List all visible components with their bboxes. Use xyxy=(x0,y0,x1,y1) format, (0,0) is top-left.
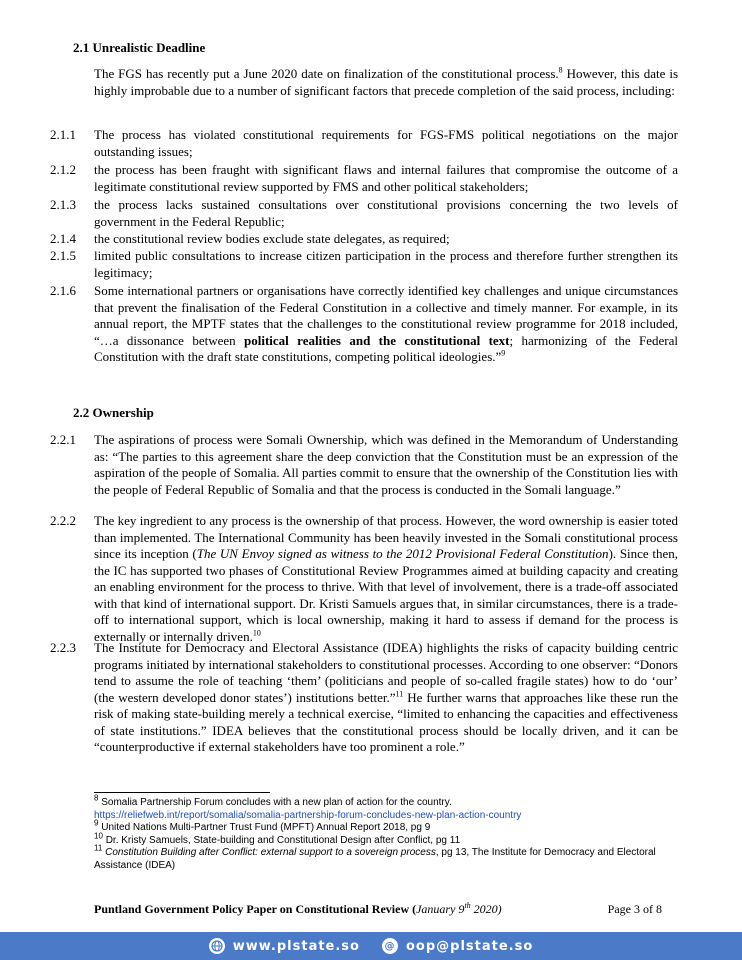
website-text: www.plstate.so xyxy=(232,938,360,954)
globe-icon xyxy=(209,938,225,954)
section-heading: 2.2 Ownership xyxy=(73,405,154,420)
list-item: 2.1.2 the process has been fraught with significant flaws and internal failures that compromise the outcome of a legitimate constitutional review supported by FMS and other political stakeholders; xyxy=(50,162,678,194)
footnote-link xyxy=(94,810,678,823)
list-item: 2.1.6 Some international partners or organisations have correctly identified key challenges and unique circumstances that prevent the finalisation of the Federal Constitution in a collective and timely manner. For example, in its annual report, the MPTF states that the challenges to the constitutional review programme for 2018 included, “…a dissonance between political realities and the constitutional text; harmonizing of the Federal Constitution with the draft state constitutions, competing political ideologies.”$^9$ xyxy=(50,283,679,364)
footnote-divider xyxy=(94,792,270,793)
at-icon: @ xyxy=(382,938,398,954)
section-heading: 2.1 Unrealistic Deadline xyxy=(73,40,206,55)
footnote: $^8$ Somalia Partnership Forum concludes with a new plan of action for the country. xyxy=(94,793,452,808)
list-item: 2.2.3 The Institute for Democracy and Electoral Assistance (IDEA) highlights the risks of capacity building centric programs initiated by international stakeholders to constitutional processes. According to one observer: “Donors tend to assume the role of teaching ‘them’ (politicians and people of so-called fragile states) how to do ‘our’ (the western developed donor states’) institutions better.”$^{11}$ He further warns that approaches like these run the risk of making state-building merely a technical exercise, “limited to enhancing the capacities and effectiveness of state institutions.” IDEA believes that the constitutional process should be locally driven, and it can be “counterproductive if external stakeholders have too prominent a role.” xyxy=(50,640,679,754)
website-link[interactable] xyxy=(209,938,360,954)
email-text: oop@plstate.so xyxy=(405,938,534,954)
footnote: $^{11}$ Constitution Building after Conflict: external support to a sovereign process, pg 13, The Institute for Democracy and Electoral Assistance (IDEA) xyxy=(94,844,656,871)
email-link[interactable] xyxy=(382,938,533,954)
list-item: 2.1.5 limited public consultations to increase citizen participation in the process and therefore further strengthen its legitimacy; xyxy=(50,248,678,280)
list-item: 2.1.4 the constitutional review bodies exclude state delegates, as required; xyxy=(50,231,450,246)
list-item: 2.1.3 the process lacks sustained consultations over constitutional provisions concerning the two levels of government in the Federal Republic; xyxy=(50,197,678,229)
list-item: 2.2.2 The key ingredient to any process is the ownership of that process. However, the word ownership is easier toted than implemented. The International Community has been heavily invested in the Somali constitutional process since its inception (The UN Envoy signed as witness to the 2012 Provisional Federal Constitution). Since then, the IC has supported two phases of Constitutional Review Programmes aimed at building capacity and creating an enabling environment for the process to thrive. With that level of involvement, there is a trade-off associated with that kind of international support. Dr. Kristi Samuels argues that, in similar circumstances, there is a trade-off to international support, which is local ownership, making it hard to assess if demand for the process is externally or internally driven.$^{10}$ xyxy=(50,513,678,644)
list-item: 2.2.1 The aspirations of process were Somali Ownership, which was defined in the Memorandum of Understanding as: “The parties to this agreement share the deep conviction that the Constitution must be an expression of the aspiration of the people of Somalia. All parties commit to ensure that the ownership of the Constitution lies with the people of Federal Republic of Somalia and that the process is conducted in the Somali language.” xyxy=(50,432,678,497)
footnote: $^{10}$ Dr. Kristy Samuels, State-building and Constitutional Design after Conflict, pg 11 xyxy=(94,831,461,846)
page-number: Page 3 of 8 xyxy=(607,902,662,916)
list-item: 2.1.1 The process has violated constitutional requirements for FGS-FMS political negotiations on the major outstanding issues; xyxy=(50,127,678,159)
footnote-ref[interactable]: 8 xyxy=(558,65,563,75)
contact-bar xyxy=(0,932,742,960)
footnote-ref[interactable]: 9 xyxy=(501,348,506,358)
footnote-ref[interactable]: 11 xyxy=(395,689,404,699)
page-footer xyxy=(94,902,678,917)
footnote: $^9$ United Nations Multi-Partner Trust Fund (MPFT) Annual Report 2018, pg 9 xyxy=(94,818,431,834)
footnote-ref[interactable]: 10 xyxy=(252,628,261,638)
intro-paragraph: The FGS has recently put a June 2020 date on finalization of the constitutional process.$^8$ However, this date is highly improbable due to a number of significant factors that precede completion of the said process, including: xyxy=(94,65,679,98)
footer-title: Puntland Government Policy Paper on Constitutional Review (January 9th 2020) xyxy=(94,901,502,916)
footnote-url-link[interactable]: https://reliefweb.int/report/somalia/somalia-partnership-forum-concludes-new-plan-action-country xyxy=(94,809,522,821)
footnotes xyxy=(94,793,678,873)
